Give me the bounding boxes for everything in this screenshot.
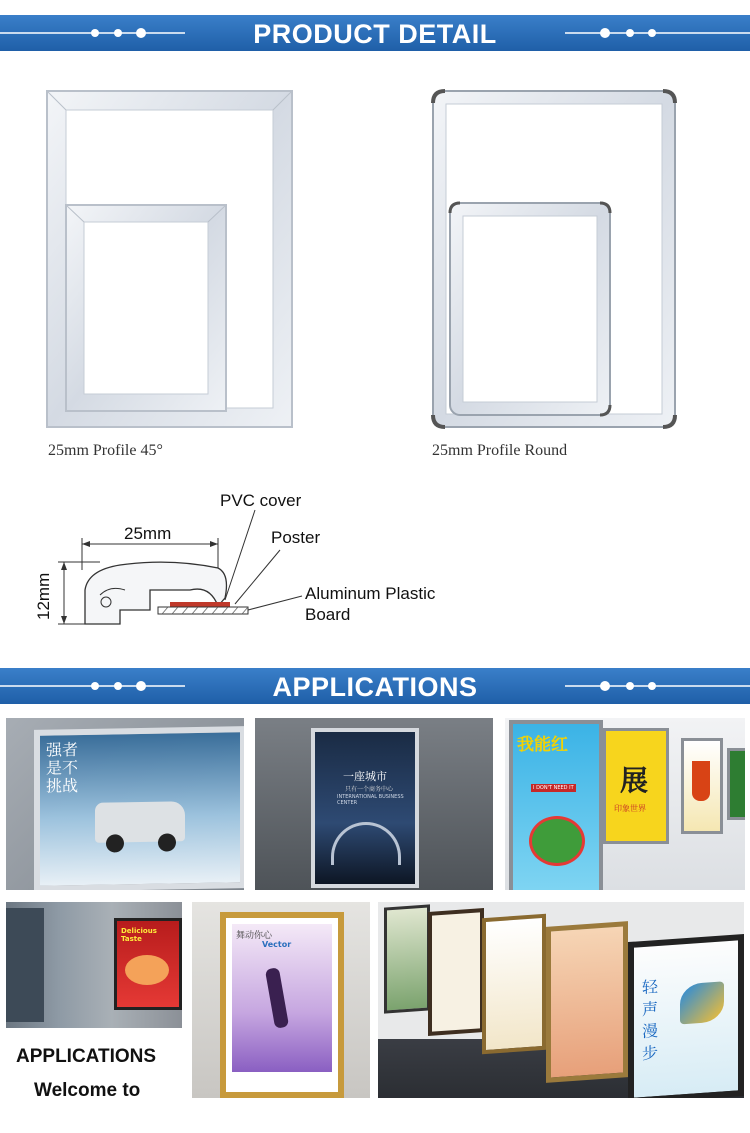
floor-poster-5 <box>628 934 744 1098</box>
drink-poster <box>681 738 723 834</box>
city-poster-subtitle: 只有一个商务中心 <box>345 786 394 793</box>
board-label-line1: Aluminum Plastic <box>305 584 436 603</box>
applications-title: APPLICATIONS <box>272 672 478 702</box>
ballet-poster-art <box>232 924 332 1072</box>
door-shape <box>6 908 44 1022</box>
green-poster <box>727 748 745 820</box>
right-ornament-icon <box>560 676 750 696</box>
width-dimension-label: 25mm <box>124 524 172 543</box>
floor-poster-4 <box>546 921 628 1083</box>
watermelon-poster-title: 我能红 <box>517 735 568 755</box>
car-wheel <box>106 834 124 852</box>
board-label-line2: Board <box>305 605 351 624</box>
car-poster-frame <box>34 726 244 890</box>
height-dimension-label: 12mm <box>34 572 53 620</box>
watermelon-poster-bubble: I DON'T NEED IT <box>533 785 574 791</box>
applications-banner <box>0 668 750 704</box>
expo-poster-subtitle: 印象世界 <box>614 804 646 813</box>
floor-poster-1 <box>384 904 430 1013</box>
mitre-frame-illustration <box>44 88 304 433</box>
photo-car-poster <box>6 718 244 890</box>
ballet-poster-frame <box>220 912 344 1098</box>
expo-poster-char: 展 <box>620 764 649 797</box>
product-detail-title: PRODUCT DETAIL <box>253 19 497 49</box>
ballet-poster-title: 舞动你心 <box>236 931 273 941</box>
photo-floor-posters <box>378 902 744 1098</box>
city-arch-shape <box>331 822 401 865</box>
ballet-poster-brand: Vector <box>262 940 292 949</box>
profile-cross-section-diagram <box>40 490 440 640</box>
photo-food-poster <box>6 902 182 1028</box>
expo-poster <box>603 728 669 844</box>
floor-poster-3 <box>482 914 546 1054</box>
poster-label: Poster <box>271 528 321 547</box>
food-poster-title: Delicious Taste <box>121 927 157 943</box>
drink-glass-shape <box>692 761 710 801</box>
butterfly-poster-text: 轻声漫步 <box>642 976 659 1064</box>
right-ornament-icon <box>560 23 750 43</box>
city-poster-header: 一座城市 <box>343 770 387 783</box>
side-applications-text: APPLICATIONS <box>16 1046 157 1067</box>
dancer-shape <box>265 967 289 1029</box>
car-poster-text: 强者 是不 挑战 <box>46 740 79 796</box>
pvc-cover-label: PVC cover <box>220 491 302 510</box>
watermelon-shape <box>529 816 585 866</box>
side-welcome-text: Welcome to <box>34 1080 141 1101</box>
photo-wall-posters <box>505 718 745 890</box>
city-poster-english: INTERNATIONAL BUSINESS CENTER <box>337 794 404 806</box>
food-dish-shape <box>125 955 169 985</box>
food-poster-frame <box>114 918 182 1010</box>
mitre-profile-caption: 25mm Profile 45° <box>48 442 163 459</box>
round-frame-illustration <box>430 88 680 433</box>
product-detail-banner <box>0 15 750 51</box>
round-profile-caption: 25mm Profile Round <box>432 442 568 459</box>
photo-city-poster <box>255 718 493 890</box>
floor-poster-2 <box>428 908 484 1036</box>
photo-ballet-poster <box>192 902 370 1098</box>
city-poster-frame <box>311 728 419 888</box>
butterfly-shape <box>680 981 724 1024</box>
car-wheel <box>158 833 176 851</box>
watermelon-poster <box>509 720 603 890</box>
